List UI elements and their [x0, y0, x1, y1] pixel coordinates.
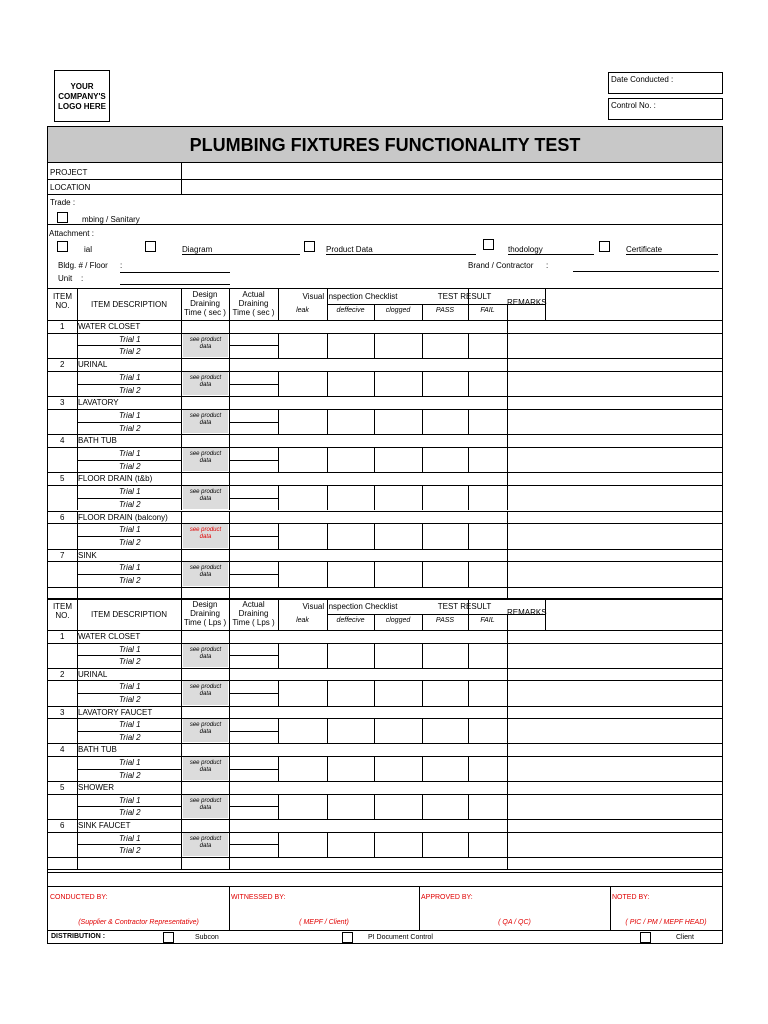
trial-2-label: Trial 2: [119, 423, 141, 433]
actual-time-trial-1-input[interactable]: [229, 523, 278, 536]
item-name: URINAL: [78, 669, 108, 679]
item-number: 1: [60, 322, 65, 331]
trade-label: Trade :: [50, 198, 76, 207]
actual-time-trial-2-input[interactable]: [229, 422, 278, 435]
see-product-data-note: see product data: [183, 486, 228, 509]
actual-time-trial-2-input[interactable]: [229, 769, 278, 782]
distribution-client-checkbox[interactable]: [640, 932, 651, 943]
trial-1-label: Trial 1: [119, 758, 141, 767]
see-product-data-note: see product data: [183, 681, 228, 704]
trade-plumbing-label: mbing / Sanitary: [82, 215, 140, 224]
trial-2-label: Trial 2: [119, 385, 141, 395]
distribution-pi-checkbox[interactable]: [342, 932, 353, 943]
conducted-by-field[interactable]: [48, 905, 229, 919]
control-no-label: Control No. :: [611, 101, 656, 110]
remarks-input[interactable]: [507, 434, 545, 472]
trial-2-label: Trial 2: [119, 808, 141, 818]
test-form-sheet: [47, 126, 723, 944]
attachment-checkbox-4[interactable]: [483, 239, 494, 250]
item-number: 6: [60, 821, 65, 830]
trial-1-label: Trial 1: [119, 720, 141, 730]
brand-contractor-label: Brand / Contractor: [468, 261, 534, 270]
actual-time-trial-1-input[interactable]: [229, 643, 278, 656]
see-product-data-note: see product data: [183, 334, 228, 357]
bldg-floor-colon: :: [120, 261, 123, 270]
defective-header: deffecive: [336, 617, 365, 624]
trial-1-label: Trial 1: [119, 563, 141, 573]
trial-1-label: Trial 1: [119, 795, 141, 805]
clogged-header: clogged: [385, 307, 411, 314]
actual-time-trial-2-input[interactable]: [229, 460, 278, 473]
distribution-subcon-checkbox[interactable]: [163, 932, 174, 943]
see-product-data-note: see product data: [183, 833, 228, 856]
see-product-data-note: see product data: [183, 644, 228, 667]
bldg-floor-field[interactable]: [120, 260, 230, 273]
attachment-label: Attachment :: [49, 229, 94, 238]
item-number: 7: [60, 550, 65, 560]
item-number: 2: [60, 360, 65, 370]
item-name: WATER CLOSET: [78, 632, 141, 641]
actual-time-trial-2-input[interactable]: [229, 806, 278, 819]
distribution-label: DISTRIBUTION :: [51, 933, 106, 940]
item-no-header: ITEM NO.: [52, 602, 73, 620]
noted-by-field[interactable]: [611, 905, 722, 919]
actual-time-trial-1-input[interactable]: [229, 561, 278, 574]
witnessed-by-field[interactable]: [230, 905, 419, 919]
see-product-data-note: see product data: [183, 562, 228, 585]
trial-1-label: Trial 1: [119, 682, 141, 692]
actual-time-trial-2-input[interactable]: [229, 731, 278, 744]
trial-2-label: Trial 2: [119, 732, 141, 742]
actual-time-trial-1-input[interactable]: [229, 485, 278, 498]
item-name: LAVATORY FAUCET: [78, 707, 153, 717]
actual-time-trial-1-input[interactable]: [229, 756, 278, 769]
remarks-input[interactable]: [507, 549, 545, 587]
trial-1-label: Trial 1: [119, 487, 141, 497]
noted-by-role: ( PIC / PM / MEPF HEAD): [625, 919, 707, 926]
design-draining-time-header: Design Draining Time ( Lps ): [183, 600, 227, 627]
trial-1-label: Trial 1: [119, 372, 141, 382]
remarks-input[interactable]: [507, 781, 545, 819]
item-name: LAVATORY: [78, 398, 119, 408]
remarks-input[interactable]: [507, 743, 545, 781]
trade-plumbing-checkbox[interactable]: [57, 212, 68, 223]
trial-1-label: Trial 1: [119, 525, 141, 535]
item-name: BATH TUB: [78, 436, 117, 446]
item-description-header: ITEM DESCRIPTION: [90, 610, 167, 619]
see-product-data-note: see product data: [183, 448, 228, 471]
actual-time-trial-2-input[interactable]: [229, 384, 278, 397]
bldg-floor-label: Bldg. # / Floor: [58, 261, 108, 270]
actual-draining-time-header: Actual Draining Time ( Lps ): [232, 600, 275, 627]
attachment-checkbox-1[interactable]: [57, 241, 68, 252]
visual-inspection-header: Visual Inspection Checklist: [302, 292, 398, 301]
leak-header: leak: [296, 617, 309, 624]
item-number: 5: [60, 783, 65, 793]
remarks-input[interactable]: [507, 630, 545, 668]
form-title: PLUMBING FIXTURES FUNCTIONALITY TEST: [48, 127, 722, 163]
see-product-data-note: see product data: [183, 795, 228, 818]
company-logo-placeholder: YOUR COMPANY'S LOGO HERE: [54, 70, 110, 122]
distribution-subcon-label: Subcon: [195, 934, 219, 941]
approved-by-label: APPROVED BY:: [421, 894, 473, 901]
actual-time-trial-1-input[interactable]: [229, 680, 278, 693]
actual-time-trial-1-input[interactable]: [229, 333, 278, 346]
item-number: 5: [60, 474, 65, 484]
clogged-header: clogged: [385, 617, 411, 624]
actual-time-trial-1-input[interactable]: [229, 718, 278, 731]
trial-2-label: Trial 2: [119, 770, 141, 780]
approved-by-role: ( QA / QC): [498, 919, 531, 926]
remarks-input[interactable]: [507, 706, 545, 744]
remarks-input[interactable]: [507, 320, 545, 358]
remarks-input[interactable]: [507, 511, 545, 549]
attachment-checkbox-3[interactable]: [304, 241, 315, 252]
location-field[interactable]: [183, 180, 721, 194]
visual-inspection-header: Visual Inspection Checklist: [302, 602, 398, 611]
actual-time-trial-2-input[interactable]: [229, 574, 278, 587]
item-name: SHOWER: [78, 783, 114, 793]
witnessed-by-label: WITNESSED BY:: [231, 894, 286, 901]
attachment-checkbox-2[interactable]: [145, 241, 156, 252]
remarks-input[interactable]: [507, 472, 545, 510]
pass-header: PASS: [435, 617, 455, 624]
item-name: WATER CLOSET: [78, 322, 141, 331]
attachment-option-4: thodology: [508, 245, 594, 255]
remarks-input[interactable]: [507, 668, 545, 706]
date-conducted-label: Date Conducted :: [611, 75, 674, 84]
trial-2-label: Trial 2: [119, 846, 141, 856]
trial-1-label: Trial 1: [119, 833, 141, 843]
witnessed-by-role: ( MEPF / Client): [299, 919, 349, 926]
remarks-input[interactable]: [507, 358, 545, 396]
trial-1-label: Trial 1: [119, 334, 141, 344]
design-draining-time-header: Design Draining Time ( sec ): [184, 290, 226, 317]
project-field[interactable]: [183, 164, 721, 178]
control-no-field[interactable]: [608, 98, 723, 120]
trial-2-label: Trial 2: [119, 347, 141, 357]
item-name: SINK FAUCET: [78, 821, 131, 830]
item-description-header: ITEM DESCRIPTION: [90, 300, 167, 309]
fail-header: FAIL: [480, 617, 495, 624]
actual-time-trial-2-input[interactable]: [229, 536, 278, 549]
distribution-pi-label: PI Document Control: [368, 934, 433, 941]
fail-header: FAIL: [480, 307, 495, 314]
item-number: 4: [60, 745, 65, 755]
project-label: PROJECT: [50, 168, 88, 177]
actual-draining-time-header: Actual Draining Time ( sec ): [232, 290, 275, 317]
noted-by-label: NOTED BY:: [612, 894, 650, 901]
actual-time-trial-1-input[interactable]: [229, 371, 278, 384]
attachment-option-5: Certificate: [626, 245, 718, 255]
actual-time-trial-1-input[interactable]: [229, 794, 278, 807]
approved-by-field[interactable]: [420, 905, 610, 919]
actual-time-trial-2-input[interactable]: [229, 844, 278, 857]
test-result-header: TEST RESULT: [437, 292, 492, 301]
actual-time-trial-2-input[interactable]: [229, 345, 278, 358]
remarks-input[interactable]: [507, 819, 545, 857]
remarks-header: REMARKS: [507, 298, 547, 307]
trial-2-label: Trial 2: [119, 695, 141, 704]
actual-time-trial-1-input[interactable]: [229, 832, 278, 845]
see-product-data-note: see product data: [183, 524, 228, 547]
item-name: BATH TUB: [78, 745, 117, 755]
leak-header: leak: [296, 307, 309, 314]
item-no-header: ITEM NO.: [52, 292, 73, 310]
item-name: FLOOR DRAIN (balcony): [78, 512, 168, 522]
see-product-data-note: see product data: [183, 372, 228, 395]
trial-1-label: Trial 1: [119, 449, 141, 458]
item-number: 3: [60, 707, 65, 717]
trial-2-label: Trial 2: [119, 537, 141, 547]
trial-1-label: Trial 1: [119, 644, 141, 654]
test-result-header: TEST RESULT: [437, 602, 492, 611]
conducted-by-label: CONDUCTED BY:: [50, 894, 108, 901]
distribution-client-label: Client: [676, 934, 694, 941]
date-conducted-field[interactable]: [608, 72, 723, 94]
item-name: SINK: [78, 550, 97, 560]
unit-colon: :: [81, 274, 84, 283]
actual-time-trial-1-input[interactable]: [229, 447, 278, 460]
remarks-header: REMARKS: [507, 608, 547, 617]
item-number: 6: [60, 512, 65, 522]
defective-header: deffecive: [336, 307, 365, 314]
location-label: LOCATION: [50, 183, 91, 192]
item-number: 4: [60, 436, 65, 446]
see-product-data-note: see product data: [183, 757, 228, 780]
item-number: 2: [60, 669, 65, 679]
item-number: 3: [60, 398, 65, 408]
trial-2-label: Trial 2: [119, 499, 141, 509]
pass-header: PASS: [435, 307, 455, 314]
attachment-option-1: ial: [84, 245, 93, 254]
item-name: FLOOR DRAIN (t&b): [78, 474, 153, 484]
attachment-checkbox-5[interactable]: [599, 241, 610, 252]
see-product-data-note: see product data: [183, 719, 228, 742]
remarks-input[interactable]: [507, 396, 545, 434]
trial-2-label: Trial 2: [119, 576, 141, 585]
attachment-option-3: Product Data: [326, 245, 476, 255]
unit-label: Unit: [58, 274, 73, 283]
trial-2-label: Trial 2: [119, 657, 141, 667]
actual-time-trial-2-input[interactable]: [229, 693, 278, 706]
attachment-option-2: Diagram: [182, 245, 300, 255]
actual-time-trial-2-input[interactable]: [229, 655, 278, 668]
actual-time-trial-1-input[interactable]: [229, 409, 278, 422]
brand-contractor-colon: :: [546, 261, 549, 270]
trial-1-label: Trial 1: [119, 410, 141, 420]
unit-field[interactable]: [120, 273, 230, 285]
item-number: 1: [60, 632, 65, 641]
item-name: URINAL: [78, 360, 108, 370]
trial-2-label: Trial 2: [119, 461, 141, 471]
actual-time-trial-2-input[interactable]: [229, 498, 278, 511]
conducted-by-role: (Supplier & Contractor Representative): [78, 919, 199, 926]
brand-contractor-field[interactable]: [573, 259, 719, 272]
see-product-data-note: see product data: [183, 410, 228, 433]
